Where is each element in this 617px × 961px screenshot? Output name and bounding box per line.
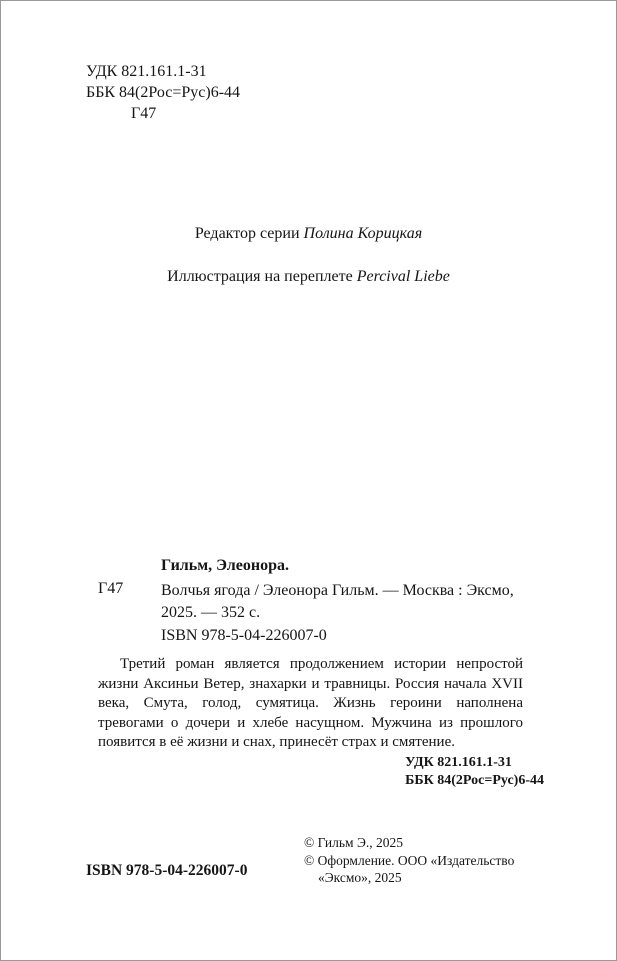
series-editor-line xyxy=(1,225,616,243)
catalog-author: Гильм, Элеонора. xyxy=(161,557,289,574)
copyright-author: © Гильм Э., 2025 xyxy=(304,835,403,850)
bbk-line-right: ББК 84(2Рос=Рус)6-44 xyxy=(405,773,544,788)
cover-illustration-line xyxy=(1,268,616,286)
classification-block-right xyxy=(405,754,544,790)
catalog-description xyxy=(161,580,553,624)
bbk-line: ББК 84(2Рос=Рус)6-44 xyxy=(86,84,241,101)
udk-line-right: УДК 821.161.1-31 xyxy=(405,755,512,770)
udk-line: УДК 821.161.1-31 xyxy=(86,63,207,80)
copyright-design: © Оформление. ООО «Издательство «Эксмо», 2025 xyxy=(304,852,515,885)
copyright-block xyxy=(304,834,560,887)
catalog-description-line1: Волчья ягода / Элеонора Гильм. — Москва : Эксмо, xyxy=(161,582,514,599)
annotation-paragraph: Третий роман является продолжением истории непростой жизни Аксиньи Ветер, знахарки и травницы. Россия начала XVII века, Смута, голод, сумятица. Жизнь героини наполнена тревогами о дочери и хлебе насущном. Мужчина из прошлого появится в её жизни и снах, принесёт страх и смятение. xyxy=(98,656,523,750)
author-sign-code: Г47 xyxy=(131,105,157,122)
series-editor-name: Полина Корицкая xyxy=(303,225,423,242)
series-editor-label: Редактор серии xyxy=(194,225,304,242)
catalog-isbn: ISBN 978-5-04-226007-0 xyxy=(161,627,327,644)
catalog-description-line2: 2025. — 352 с. xyxy=(161,604,261,621)
catalog-code: Г47 xyxy=(98,580,124,597)
footer-isbn: ISBN 978-5-04-226007-0 xyxy=(86,862,248,879)
cover-illustration-label: Иллюстрация на переплете xyxy=(167,268,357,285)
classification-block xyxy=(86,61,240,124)
cover-illustrator-name: Percival Liebe xyxy=(356,268,450,285)
